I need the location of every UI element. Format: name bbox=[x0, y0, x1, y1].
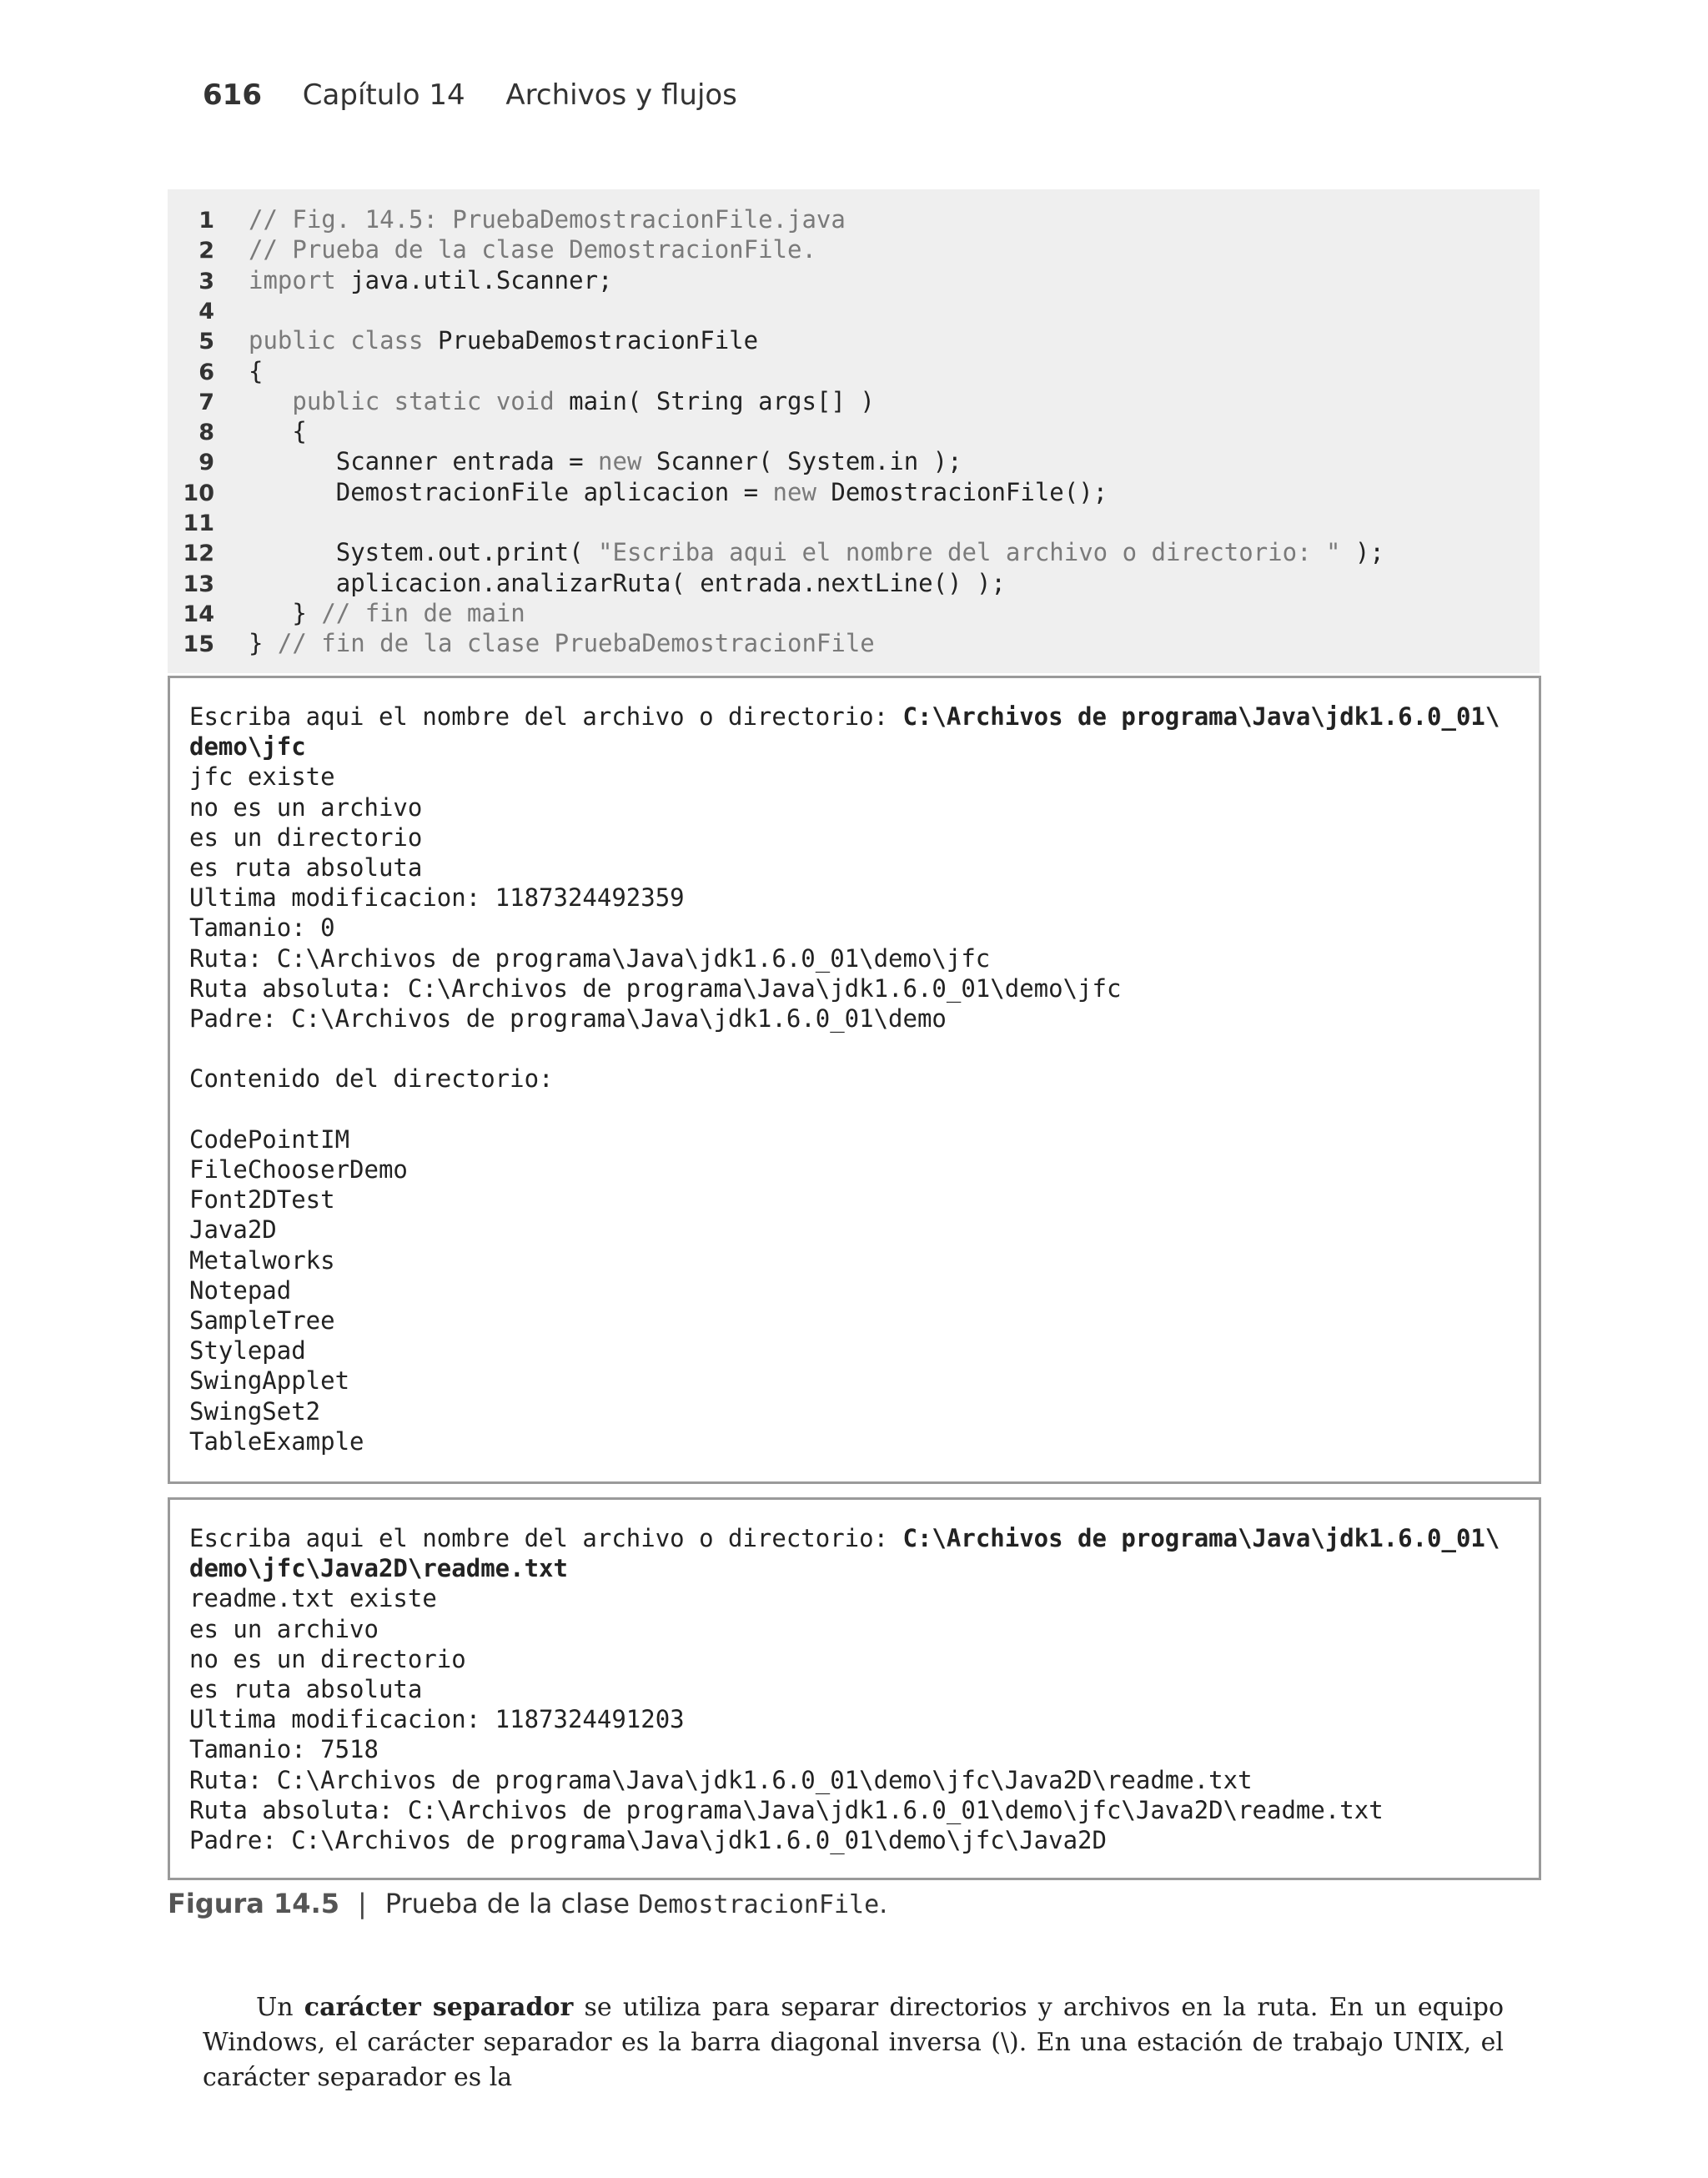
output-line bbox=[189, 822, 422, 853]
output-text: CodePointIM bbox=[189, 1124, 350, 1154]
line-number: 6 bbox=[198, 359, 214, 385]
output-line bbox=[189, 1366, 349, 1396]
output-line bbox=[189, 1825, 1107, 1855]
code-kw: new bbox=[598, 447, 642, 476]
line-number: 10 bbox=[183, 480, 214, 506]
output-line bbox=[189, 792, 422, 822]
line-number: 7 bbox=[198, 389, 214, 415]
body-term: carácter separador bbox=[304, 1993, 574, 2022]
chapter-title: Archivos y flujos bbox=[505, 78, 737, 112]
output-text: Ruta: C:\Archivos de programa\Java\jdk1.6.0_01\demo\jfc bbox=[189, 943, 991, 973]
line-code bbox=[249, 386, 875, 416]
line-number: 5 bbox=[198, 329, 214, 355]
code-text: DemostracionFile aplicacion = bbox=[249, 477, 773, 506]
output-text: no es un archivo bbox=[189, 792, 423, 822]
code-text: aplicacion.analizarRuta( entrada.nextLine() ); bbox=[249, 568, 1006, 597]
output-line bbox=[189, 1614, 379, 1644]
user-input: demo\jfc\Java2D\readme.txt bbox=[189, 1554, 568, 1583]
output-text: TableExample bbox=[189, 1426, 364, 1456]
output-line bbox=[189, 1275, 291, 1305]
output-line bbox=[189, 1734, 379, 1764]
output-line bbox=[189, 1583, 437, 1613]
output-line bbox=[189, 732, 306, 762]
output-line bbox=[189, 1185, 335, 1215]
program-output-2 bbox=[168, 1497, 1541, 1880]
code-text: } bbox=[249, 629, 278, 658]
output-line bbox=[189, 1396, 320, 1426]
output-line bbox=[189, 1154, 408, 1185]
output-text: Ruta: C:\Archivos de programa\Java\jdk1.6.0_01\demo\jfc\Java2D\readme.txt bbox=[189, 1765, 1253, 1794]
line-code bbox=[249, 537, 1384, 567]
line-code bbox=[249, 568, 1006, 598]
line-code bbox=[249, 416, 307, 446]
page-header bbox=[203, 78, 737, 112]
code-line bbox=[168, 204, 846, 234]
user-input: demo\jfc bbox=[189, 732, 306, 762]
output-text: Tamanio: 0 bbox=[189, 913, 335, 943]
output-line bbox=[189, 913, 335, 943]
code-text: { bbox=[249, 417, 307, 446]
line-code bbox=[249, 628, 875, 658]
code-text: { bbox=[249, 356, 264, 385]
output-line bbox=[189, 1064, 554, 1094]
code-comment: // fin de main bbox=[321, 598, 525, 627]
line-number: 4 bbox=[198, 298, 214, 324]
code-comment: // fin de la clase PruebaDemostracionFile bbox=[277, 629, 875, 658]
output-text: Contenido del directorio: bbox=[189, 1064, 554, 1094]
output-text: Ruta absoluta: C:\Archivos de programa\Java\jdk1.6.0_01\demo\jfc bbox=[189, 973, 1122, 1003]
line-number: 11 bbox=[183, 511, 214, 536]
body-rest: se utiliza para separar directorios y archivos en la ruta. En un equipo Windows, el carácter separador es la barra diagonal inversa (\). En una estación de trabajo UNIX, el carácter separador es la bbox=[203, 1993, 1505, 2092]
user-input: C:\Archivos de programa\Java\jdk1.6.0_01\ bbox=[902, 1524, 1500, 1552]
line-number: 2 bbox=[198, 238, 214, 264]
caption-separator: | bbox=[357, 1888, 367, 1919]
code-line bbox=[168, 628, 875, 658]
output-text: FileChooserDemo bbox=[189, 1155, 408, 1184]
line-number: 8 bbox=[198, 420, 214, 446]
code-comment: "Escriba aqui el nombre del archivo o directorio: " bbox=[598, 538, 1341, 567]
code-kw: public static void bbox=[292, 386, 555, 415]
output-text: Font2DTest bbox=[189, 1185, 335, 1215]
output-text: Ruta absoluta: C:\Archivos de programa\Java\jdk1.6.0_01\demo\jfc\Java2D\readme.txt bbox=[189, 1795, 1384, 1824]
code-comment: // Prueba de la clase DemostracionFile. bbox=[249, 235, 816, 264]
output-line bbox=[189, 1426, 364, 1456]
output-line bbox=[189, 1644, 466, 1674]
code-text: ); bbox=[1340, 538, 1384, 567]
output-text: readme.txt existe bbox=[189, 1584, 437, 1613]
code-text: main( String args[] ) bbox=[554, 386, 875, 415]
line-number: 12 bbox=[183, 541, 214, 567]
program-output-1 bbox=[168, 676, 1541, 1484]
code-text: } bbox=[249, 598, 322, 627]
output-text: SampleTree bbox=[189, 1306, 335, 1335]
code-text: Scanner( System.in ); bbox=[641, 447, 962, 476]
output-line bbox=[189, 1765, 1253, 1795]
output-line bbox=[189, 1553, 568, 1583]
code-text bbox=[249, 387, 292, 415]
line-number: 1 bbox=[198, 208, 214, 234]
output-text: no es un directorio bbox=[189, 1644, 466, 1673]
line-number: 13 bbox=[183, 571, 214, 597]
line-code bbox=[249, 446, 962, 476]
output-text: Escriba aqui el nombre del archivo o directorio: bbox=[189, 1524, 903, 1552]
body-paragraph bbox=[203, 1990, 1504, 2095]
code-line bbox=[168, 325, 759, 355]
output-line bbox=[189, 1245, 335, 1275]
output-line bbox=[189, 1003, 947, 1034]
line-code bbox=[249, 356, 263, 386]
output-text: jfc existe bbox=[189, 762, 335, 792]
output-line bbox=[189, 1215, 277, 1245]
figure-caption bbox=[168, 1888, 887, 1919]
line-number: 14 bbox=[183, 601, 214, 627]
line-code bbox=[249, 204, 846, 234]
output-text: Metalworks bbox=[189, 1245, 335, 1275]
code-line bbox=[168, 598, 525, 628]
code-line bbox=[168, 234, 816, 264]
user-input: C:\Archivos de programa\Java\jdk1.6.0_01\ bbox=[902, 702, 1500, 731]
code-kw: import bbox=[249, 265, 336, 294]
code-line bbox=[168, 356, 264, 386]
code-text: System.out.print( bbox=[249, 538, 599, 567]
output-text: es ruta absoluta bbox=[189, 1675, 423, 1703]
output-line bbox=[189, 762, 335, 792]
output-line bbox=[189, 973, 1121, 1003]
code-line bbox=[168, 477, 1108, 507]
output-line bbox=[189, 943, 990, 973]
code-kw: public class bbox=[249, 326, 424, 355]
caption-end: . bbox=[879, 1888, 888, 1919]
output-text: es un directorio bbox=[189, 822, 423, 852]
output-text: Java2D bbox=[189, 1215, 277, 1245]
chapter-label: Capítulo 14 bbox=[302, 78, 465, 112]
code-line bbox=[168, 507, 214, 537]
code-comment: // Fig. 14.5: PruebaDemostracionFile.java bbox=[249, 205, 846, 234]
line-code bbox=[249, 265, 613, 295]
line-number: 3 bbox=[198, 268, 214, 294]
body-text bbox=[203, 1990, 1504, 2095]
output-line bbox=[189, 702, 1500, 732]
code-line bbox=[168, 295, 214, 325]
output-text: Ultima modificacion: 1187324491203 bbox=[189, 1705, 685, 1734]
output-line bbox=[189, 1523, 1500, 1553]
output-line bbox=[189, 1795, 1384, 1825]
code-line bbox=[168, 265, 613, 295]
output-line bbox=[189, 1305, 335, 1335]
code-line bbox=[168, 537, 1384, 567]
output-text: SwingApplet bbox=[189, 1366, 350, 1396]
code-kw: new bbox=[772, 477, 816, 506]
body-start: Un bbox=[256, 1993, 304, 2022]
line-number: 9 bbox=[198, 450, 214, 476]
output-line bbox=[189, 1704, 685, 1734]
code-line bbox=[168, 416, 307, 446]
line-number: 15 bbox=[183, 631, 214, 658]
output-line bbox=[189, 883, 685, 913]
output-line bbox=[189, 1124, 349, 1154]
output-text: es ruta absoluta bbox=[189, 853, 423, 882]
caption-text: Prueba de la clase bbox=[384, 1888, 639, 1919]
output-text: Padre: C:\Archivos de programa\Java\jdk1.6.0_01\demo bbox=[189, 1004, 947, 1033]
output-text: SwingSet2 bbox=[189, 1396, 321, 1426]
caption-label: Figura 14.5 bbox=[168, 1888, 339, 1919]
code-text: DemostracionFile(); bbox=[816, 477, 1108, 506]
page-number: 616 bbox=[203, 78, 262, 112]
output-text: es un archivo bbox=[189, 1614, 379, 1643]
code-listing bbox=[168, 189, 1540, 673]
output-text: Tamanio: 7518 bbox=[189, 1735, 379, 1764]
line-code bbox=[249, 325, 758, 355]
line-code bbox=[249, 598, 525, 628]
caption-code: DemostracionFile bbox=[638, 1890, 880, 1919]
code-text: java.util.Scanner; bbox=[335, 265, 613, 294]
output-line bbox=[189, 1335, 306, 1366]
output-text: Ultima modificacion: 1187324492359 bbox=[189, 883, 685, 913]
code-text: Scanner entrada = bbox=[249, 447, 599, 476]
output-line bbox=[189, 1674, 422, 1704]
code-line bbox=[168, 446, 962, 476]
output-line bbox=[189, 853, 422, 883]
code-line bbox=[168, 568, 1006, 598]
code-line bbox=[168, 386, 875, 416]
output-text: Stylepad bbox=[189, 1336, 306, 1366]
output-text: Escriba aqui el nombre del archivo o directorio: bbox=[189, 702, 903, 731]
line-code bbox=[249, 234, 816, 264]
output-text: Notepad bbox=[189, 1275, 292, 1305]
code-text: PruebaDemostracionFile bbox=[423, 326, 759, 355]
output-text: Padre: C:\Archivos de programa\Java\jdk1.6.0_01\demo\jfc\Java2D bbox=[189, 1826, 1107, 1854]
line-code bbox=[249, 477, 1108, 507]
